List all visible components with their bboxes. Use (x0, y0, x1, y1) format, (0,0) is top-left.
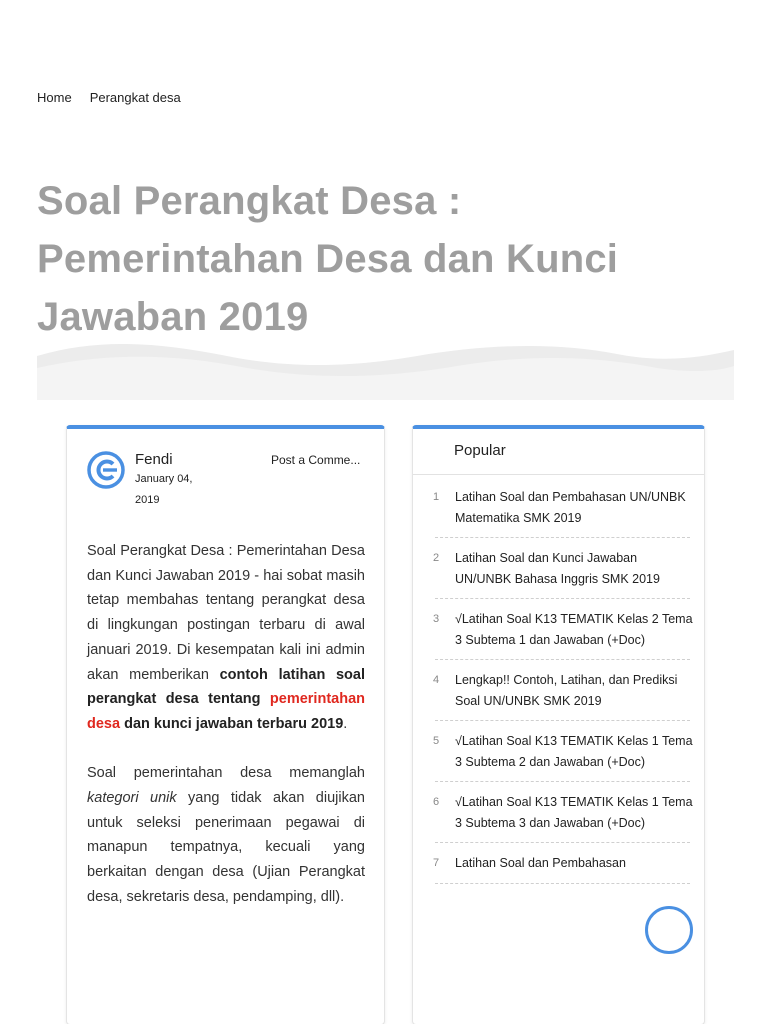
author-logo-icon (87, 451, 125, 489)
list-item-link[interactable]: √Latihan Soal K13 TEMATIK Kelas 1 Tema 3 Subtema 3 dan Jawaban (+Doc) (455, 795, 693, 830)
list-item[interactable] (413, 853, 704, 884)
list-item[interactable] (413, 487, 704, 538)
page-title: Soal Perangkat Desa : Pemerintahan Desa dan Kunci Jawaban 2019 (37, 179, 619, 339)
list-item-link[interactable]: Latihan Soal dan Pembahasan (455, 856, 626, 870)
header-wave-decoration (37, 338, 734, 400)
floating-action-button[interactable] (645, 906, 693, 954)
list-item[interactable] (413, 548, 704, 599)
list-item[interactable] (413, 792, 704, 843)
list-item[interactable] (413, 670, 704, 721)
list-item-number: 3 (433, 613, 440, 625)
list-item-number: 4 (433, 674, 440, 686)
post-comment-link[interactable]: Post a Comme... (271, 453, 361, 467)
pemerintahan-desa-link[interactable]: pemerintahan desa (87, 691, 365, 732)
list-item-link[interactable]: Latihan Soal dan Pembahasan UN/UNBK Matematika SMK 2019 (455, 490, 686, 525)
article-card (66, 425, 385, 1024)
article-paragraph: Soal Perangkat Desa : Pemerintahan Desa dan Kunci Jawaban 2019 - hai sobat masih tetap membahas tentang perangkat desa di lingkungan postingan terbaru di awal januari 2019. Di kesempatan kali ini admin akan memberikan contoh latihan soal perangkat desa tentang pemerintahan desa dan kunci jawaban terbaru 2019. (87, 543, 365, 732)
article-paragraph: Soal pemerintahan desa memanglah kategori unik yang tidak akan diujikan untuk seleksi penerimaan pegawai di manapun tempatnya, kecuali yang berkaitan dengan desa (Ujian Perangkat desa, sekretaris desa, pendamping, dll). (87, 765, 365, 905)
list-item-link[interactable]: Latihan Soal dan Kunci Jawaban UN/UNBK Bahasa Inggris SMK 2019 (455, 551, 660, 586)
list-item-link[interactable]: Lengkap!! Contoh, Latihan, dan Prediksi Soal UN/UNBK SMK 2019 (455, 673, 678, 708)
author-name[interactable]: Fendi (135, 451, 173, 468)
popular-title: Popular (454, 442, 506, 459)
list-item-number: 5 (433, 735, 440, 747)
list-item-number: 1 (433, 491, 440, 503)
popular-header (413, 429, 704, 475)
article-body (87, 539, 365, 934)
list-item-link[interactable]: √Latihan Soal K13 TEMATIK Kelas 1 Tema 3 Subtema 2 dan Jawaban (+Doc) (455, 734, 693, 769)
list-item-number: 7 (433, 857, 440, 869)
popular-list (413, 487, 704, 894)
post-date: January 04, 2019 (135, 473, 193, 506)
list-item[interactable] (413, 731, 704, 782)
breadcrumb (37, 90, 181, 105)
list-item[interactable] (413, 609, 704, 660)
list-item-link[interactable]: √Latihan Soal K13 TEMATIK Kelas 2 Tema 3 Subtema 1 dan Jawaban (+Doc) (455, 612, 693, 647)
breadcrumb-category-link[interactable]: Perangkat desa (89, 90, 181, 105)
breadcrumb-home-link[interactable]: Home (37, 90, 72, 105)
list-item-number: 6 (433, 796, 440, 808)
list-item-number: 2 (433, 552, 440, 564)
